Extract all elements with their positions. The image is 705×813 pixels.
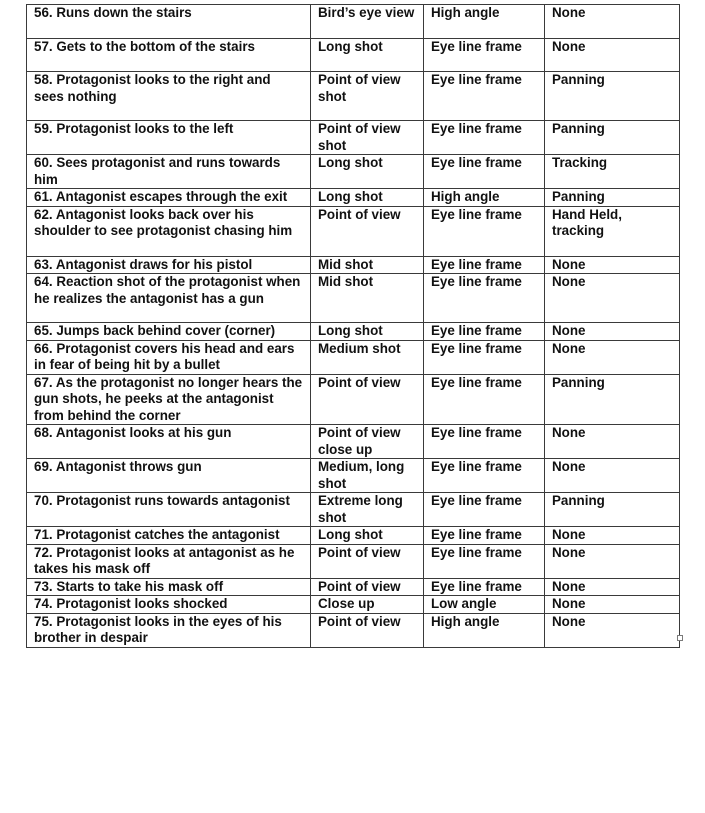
shot-type-cell[interactable]: Long shot (311, 155, 424, 189)
movement-cell[interactable]: None (545, 340, 680, 374)
action-cell[interactable]: 61. Antagonist escapes through the exit (27, 189, 311, 207)
shot-type-cell[interactable]: Mid shot (311, 256, 424, 274)
shot-type-cell[interactable]: Point of view (311, 613, 424, 647)
angle-cell[interactable]: Eye line frame (424, 493, 545, 527)
table-row (27, 189, 680, 207)
angle-cell[interactable]: Eye line frame (424, 121, 545, 155)
angle-cell[interactable]: High angle (424, 613, 545, 647)
action-cell[interactable]: 67. As the protagonist no longer hears the gun shots, he peeks at the antagonist from behind the corner (27, 374, 311, 425)
table-row (27, 613, 680, 647)
angle-cell[interactable]: Eye line frame (424, 274, 545, 323)
table-row (27, 578, 680, 596)
shot-type-cell[interactable]: Point of view shot (311, 121, 424, 155)
movement-cell[interactable]: Panning (545, 374, 680, 425)
shot-type-cell[interactable]: Long shot (311, 323, 424, 341)
movement-cell[interactable]: None (545, 613, 680, 647)
table-row (27, 121, 680, 155)
table-row (27, 374, 680, 425)
shot-type-cell[interactable]: Extreme long shot (311, 493, 424, 527)
shot-type-cell[interactable]: Long shot (311, 39, 424, 72)
shot-list-body (27, 5, 680, 648)
shot-type-cell[interactable]: Point of view close up (311, 425, 424, 459)
action-cell[interactable]: 70. Protagonist runs towards antagonist (27, 493, 311, 527)
movement-cell[interactable]: Panning (545, 493, 680, 527)
movement-cell[interactable]: Tracking (545, 155, 680, 189)
movement-cell[interactable]: Hand Held, tracking (545, 206, 680, 256)
movement-cell[interactable]: None (545, 459, 680, 493)
movement-cell[interactable]: None (545, 544, 680, 578)
angle-cell[interactable]: Eye line frame (424, 256, 545, 274)
movement-cell[interactable]: None (545, 596, 680, 614)
shot-type-cell[interactable]: Long shot (311, 527, 424, 545)
angle-cell[interactable]: Eye line frame (424, 39, 545, 72)
table-row (27, 340, 680, 374)
angle-cell[interactable]: Eye line frame (424, 527, 545, 545)
movement-cell[interactable]: Panning (545, 189, 680, 207)
angle-cell[interactable]: Eye line frame (424, 206, 545, 256)
action-cell[interactable]: 75. Protagonist looks in the eyes of his brother in despair (27, 613, 311, 647)
table-row (27, 256, 680, 274)
shot-type-cell[interactable]: Point of view shot (311, 72, 424, 121)
table-row (27, 425, 680, 459)
angle-cell[interactable]: High angle (424, 5, 545, 39)
movement-cell[interactable]: None (545, 39, 680, 72)
angle-cell[interactable]: Eye line frame (424, 544, 545, 578)
shot-type-cell[interactable]: Point of view (311, 544, 424, 578)
table-row (27, 459, 680, 493)
movement-cell[interactable]: Panning (545, 121, 680, 155)
action-cell[interactable]: 73. Starts to take his mask off (27, 578, 311, 596)
angle-cell[interactable]: High angle (424, 189, 545, 207)
action-cell[interactable]: 64. Reaction shot of the protagonist when he realizes the antagonist has a gun (27, 274, 311, 323)
movement-cell[interactable]: None (545, 274, 680, 323)
table-row (27, 493, 680, 527)
shot-type-cell[interactable]: Bird’s eye view (311, 5, 424, 39)
shot-type-cell[interactable]: Medium shot (311, 340, 424, 374)
action-cell[interactable]: 60. Sees protagonist and runs towards him (27, 155, 311, 189)
action-cell[interactable]: 57. Gets to the bottom of the stairs (27, 39, 311, 72)
shot-type-cell[interactable]: Medium, long shot (311, 459, 424, 493)
angle-cell[interactable]: Eye line frame (424, 340, 545, 374)
table-row (27, 544, 680, 578)
shot-type-cell[interactable]: Close up (311, 596, 424, 614)
table-row (27, 39, 680, 72)
table-row (27, 596, 680, 614)
angle-cell[interactable]: Eye line frame (424, 578, 545, 596)
table-row (27, 5, 680, 39)
movement-cell[interactable]: Panning (545, 72, 680, 121)
angle-cell[interactable]: Eye line frame (424, 323, 545, 341)
action-cell[interactable]: 59. Protagonist looks to the left (27, 121, 311, 155)
action-cell[interactable]: 58. Protagonist looks to the right and sees nothing (27, 72, 311, 121)
action-cell[interactable]: 74. Protagonist looks shocked (27, 596, 311, 614)
movement-cell[interactable]: None (545, 578, 680, 596)
angle-cell[interactable]: Low angle (424, 596, 545, 614)
shot-type-cell[interactable]: Point of view (311, 374, 424, 425)
angle-cell[interactable]: Eye line frame (424, 459, 545, 493)
shot-type-cell[interactable]: Point of view (311, 578, 424, 596)
angle-cell[interactable]: Eye line frame (424, 374, 545, 425)
table-row (27, 527, 680, 545)
shot-list-table (26, 4, 680, 648)
angle-cell[interactable]: Eye line frame (424, 425, 545, 459)
movement-cell[interactable]: None (545, 527, 680, 545)
action-cell[interactable]: 72. Protagonist looks at antagonist as he takes his mask off (27, 544, 311, 578)
shot-type-cell[interactable]: Point of view (311, 206, 424, 256)
action-cell[interactable]: 68. Antagonist looks at his gun (27, 425, 311, 459)
table-resize-handle[interactable] (677, 635, 683, 641)
table-row (27, 206, 680, 256)
action-cell[interactable]: 69. Antagonist throws gun (27, 459, 311, 493)
table-row (27, 72, 680, 121)
action-cell[interactable]: 56. Runs down the stairs (27, 5, 311, 39)
movement-cell[interactable]: None (545, 256, 680, 274)
movement-cell[interactable]: None (545, 5, 680, 39)
shot-type-cell[interactable]: Long shot (311, 189, 424, 207)
action-cell[interactable]: 71. Protagonist catches the antagonist (27, 527, 311, 545)
action-cell[interactable]: 66. Protagonist covers his head and ears in fear of being hit by a bullet (27, 340, 311, 374)
action-cell[interactable]: 62. Antagonist looks back over his shoulder to see protagonist chasing him (27, 206, 311, 256)
table-row (27, 274, 680, 323)
table-row (27, 155, 680, 189)
angle-cell[interactable]: Eye line frame (424, 155, 545, 189)
shot-type-cell[interactable]: Mid shot (311, 274, 424, 323)
action-cell[interactable]: 63. Antagonist draws for his pistol (27, 256, 311, 274)
movement-cell[interactable]: None (545, 323, 680, 341)
movement-cell[interactable]: None (545, 425, 680, 459)
angle-cell[interactable]: Eye line frame (424, 72, 545, 121)
table-row (27, 323, 680, 341)
action-cell[interactable]: 65. Jumps back behind cover (corner) (27, 323, 311, 341)
